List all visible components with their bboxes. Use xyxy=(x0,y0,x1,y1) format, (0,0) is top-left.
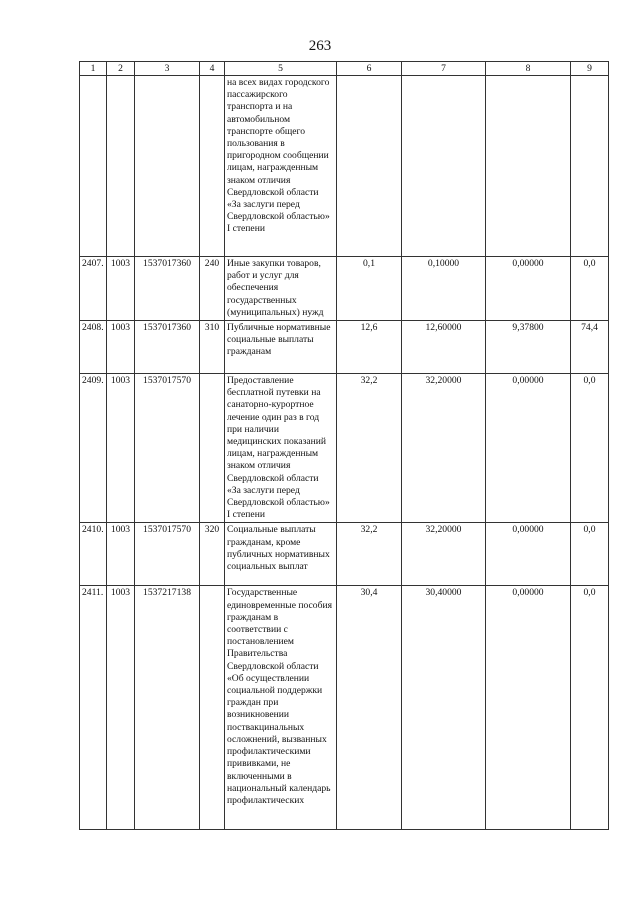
row-number-cell: 2411. xyxy=(80,586,107,830)
table-row xyxy=(80,523,609,586)
column-header: 5 xyxy=(225,62,337,76)
column-header: 7 xyxy=(402,62,486,76)
row-number-cell xyxy=(80,76,107,257)
percent-cell: 0,0 xyxy=(571,523,609,586)
section-code-cell: 1003 xyxy=(107,586,135,830)
percent-cell: 0,0 xyxy=(571,374,609,523)
kind-code-cell: 310 xyxy=(200,321,225,374)
name-cell: Государственные единовременные пособия гражданам в соответствии с постановлением Правительства Свердловской области «Об осуществлении социальной поддержки граждан при возникновении поствакцинальных осложнений, вызванных профилактическими прививками, не включенными в национальный календарь профилактических xyxy=(225,586,337,830)
name-cell: Публичные нормативные социальные выплаты гражданам xyxy=(225,321,337,374)
value-cell xyxy=(486,76,571,257)
column-header: 8 xyxy=(486,62,571,76)
column-header: 4 xyxy=(200,62,225,76)
row-number-cell: 2407. xyxy=(80,257,107,321)
value-cell: 0,00000 xyxy=(486,523,571,586)
section-code-cell: 1003 xyxy=(107,374,135,523)
section-code-cell: 1003 xyxy=(107,257,135,321)
table-row xyxy=(80,76,609,257)
value-cell: 0,00000 xyxy=(486,374,571,523)
percent-cell: 0,0 xyxy=(571,586,609,830)
column-header: 6 xyxy=(337,62,402,76)
percent-cell: 0,0 xyxy=(571,257,609,321)
section-code-cell: 1003 xyxy=(107,321,135,374)
name-cell: Социальные выплаты гражданам, кроме публичных нормативных социальных выплат xyxy=(225,523,337,586)
column-header: 9 xyxy=(571,62,609,76)
target-code-cell xyxy=(135,76,200,257)
row-number-cell: 2408. xyxy=(80,321,107,374)
name-cell: Иные закупки товаров, работ и услуг для обеспечения государственных (муниципальных) нужд xyxy=(225,257,337,321)
value-cell xyxy=(402,76,486,257)
table-row xyxy=(80,321,609,374)
table-row xyxy=(80,586,609,830)
value-cell: 0,1 xyxy=(337,257,402,321)
value-cell: 12,60000 xyxy=(402,321,486,374)
value-cell: 32,2 xyxy=(337,374,402,523)
column-header: 1 xyxy=(80,62,107,76)
kind-code-cell xyxy=(200,374,225,523)
budget-table xyxy=(79,61,609,830)
kind-code-cell: 320 xyxy=(200,523,225,586)
kind-code-cell xyxy=(200,76,225,257)
table-row xyxy=(80,257,609,321)
value-cell: 0,00000 xyxy=(486,586,571,830)
value-cell: 0,00000 xyxy=(486,257,571,321)
value-cell xyxy=(337,76,402,257)
name-cell: Предоставление бесплатной путевки на санаторно-курортное лечение один раз в год при наличии медицинских показаний лицам, награжденным знаком отличия Свердловской области «За заслуги перед Свердловской областью» I степени xyxy=(225,374,337,523)
value-cell: 30,4 xyxy=(337,586,402,830)
value-cell: 9,37800 xyxy=(486,321,571,374)
value-cell: 32,2 xyxy=(337,523,402,586)
row-number-cell: 2409. xyxy=(80,374,107,523)
value-cell: 32,20000 xyxy=(402,374,486,523)
target-code-cell: 1537217138 xyxy=(135,586,200,830)
percent-cell: 74,4 xyxy=(571,321,609,374)
target-code-cell: 1537017360 xyxy=(135,257,200,321)
row-number-cell: 2410. xyxy=(80,523,107,586)
column-header: 3 xyxy=(135,62,200,76)
section-code-cell: 1003 xyxy=(107,523,135,586)
value-cell: 30,40000 xyxy=(402,586,486,830)
name-cell: на всех видах городского пассажирского транспорта и на автомобильном транспорте общего пользования в пригородном сообщении лицам, награжденным знаком отличия Свердловской области «За заслуги перед Свердловской областью» I степени xyxy=(225,76,337,257)
section-code-cell xyxy=(107,76,135,257)
value-cell: 0,10000 xyxy=(402,257,486,321)
header-row xyxy=(80,62,609,76)
value-cell: 12,6 xyxy=(337,321,402,374)
target-code-cell: 1537017570 xyxy=(135,523,200,586)
table-row xyxy=(80,374,609,523)
kind-code-cell xyxy=(200,586,225,830)
target-code-cell: 1537017360 xyxy=(135,321,200,374)
value-cell: 32,20000 xyxy=(402,523,486,586)
page-number: 263 xyxy=(308,38,332,54)
percent-cell xyxy=(571,76,609,257)
kind-code-cell: 240 xyxy=(200,257,225,321)
target-code-cell: 1537017570 xyxy=(135,374,200,523)
column-header: 2 xyxy=(107,62,135,76)
